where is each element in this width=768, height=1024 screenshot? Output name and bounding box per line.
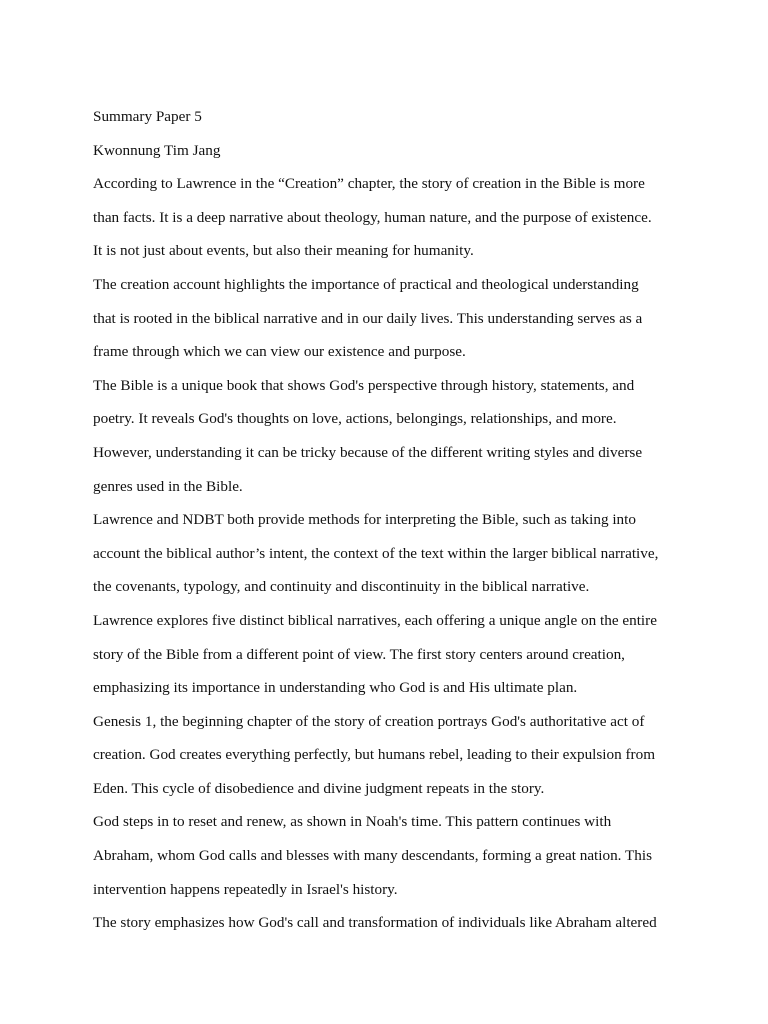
text-line: Abraham, whom God calls and blesses with many descendants, forming a great nation. This xyxy=(93,847,653,865)
text-line: However, understanding it can be tricky because of the different writing styles and diverse xyxy=(93,443,643,461)
text-line: poetry. It reveals God's thoughts on love, actions, belongings, relationships, and more. xyxy=(93,410,617,428)
text-line: Genesis 1, the beginning chapter of the story of creation portrays God's authoritative act of xyxy=(93,712,645,730)
document-title: Summary Paper 5 xyxy=(93,108,202,125)
text-line: intervention happens repeatedly in Israel's history. xyxy=(93,880,398,898)
text-line: frame through which we can view our existence and purpose. xyxy=(93,343,466,361)
text-line: The creation account highlights the importance of practical and theological understanding xyxy=(93,275,639,293)
text-line: than facts. It is a deep narrative about theology, human nature, and the purpose of existence. xyxy=(93,208,652,226)
text-line: that is rooted in the biblical narrative and in our daily lives. This understanding serves as a xyxy=(93,309,643,327)
text-line: God steps in to reset and renew, as shown in Noah's time. This pattern continues with xyxy=(93,813,612,831)
text-line: the covenants, typology, and continuity and discontinuity in the biblical narrative. xyxy=(93,578,590,596)
text-line: creation. God creates everything perfectly, but humans rebel, leading to their expulsion from xyxy=(93,746,656,764)
text-line: It is not just about events, but also their meaning for humanity. xyxy=(93,242,474,260)
text-line: account the biblical author’s intent, the context of the text within the larger biblical narrative, xyxy=(93,544,659,562)
text-line: Lawrence and NDBT both provide methods for interpreting the Bible, such as taking into xyxy=(93,511,636,529)
text-line: story of the Bible from a different point of view. The first story centers around creation, xyxy=(93,645,625,663)
text-line: emphasizing its importance in understanding who God is and His ultimate plan. xyxy=(93,679,578,697)
text-line: Lawrence explores five distinct biblical narratives, each offering a unique angle on the entire xyxy=(93,611,657,629)
text-line: According to Lawrence in the “Creation” chapter, the story of creation in the Bible is more xyxy=(93,175,645,193)
document-body xyxy=(93,100,673,940)
text-line: The story emphasizes how God's call and transformation of individuals like Abraham altered xyxy=(93,914,657,932)
text-line: genres used in the Bible. xyxy=(93,477,243,495)
text-line: The Bible is a unique book that shows God's perspective through history, statements, and xyxy=(93,376,635,394)
text-line: Eden. This cycle of disobedience and divine judgment repeats in the story. xyxy=(93,779,545,797)
author-name: Kwonnung Tim Jang xyxy=(93,141,221,159)
